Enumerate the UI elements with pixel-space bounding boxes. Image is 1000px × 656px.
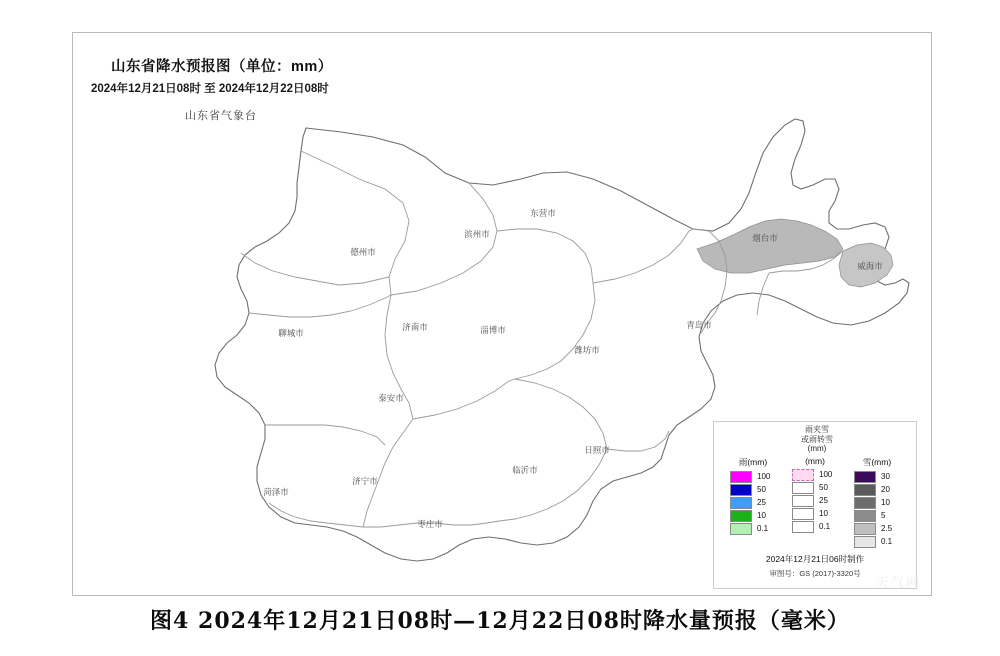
legend-swatch (854, 536, 876, 548)
legend-swatch (792, 508, 814, 520)
legend-swatch (730, 484, 752, 496)
legend-column (722, 456, 784, 548)
legend-column (784, 456, 846, 548)
legend-row (846, 483, 908, 496)
legend-value: 25 (757, 498, 766, 507)
legend-approval-number: 审图号：GS (2017)-3320号 (769, 569, 861, 578)
legend-swatch (792, 482, 814, 494)
legend-sleet-header (784, 425, 850, 454)
legend-swatch (854, 523, 876, 535)
city-label: 济宁市 (352, 476, 378, 486)
legend-swatch (792, 469, 814, 481)
legend-value: 10 (757, 511, 766, 520)
legend-swatch (854, 497, 876, 509)
legend-row (722, 509, 784, 522)
city-label: 枣庄市 (417, 519, 443, 529)
legend-row (846, 496, 908, 509)
city-label: 菏泽市 (263, 487, 289, 497)
legend-value: 50 (757, 485, 766, 494)
legend-row (784, 481, 846, 494)
map-subtitle: 2024年12月21日08时 至 2024年12月22日08时 (91, 83, 329, 95)
legend-panel (713, 421, 917, 589)
legend-column-title: 雨(mm) (738, 457, 768, 467)
city-label: 济南市 (402, 322, 428, 332)
legend-value: 100 (819, 470, 833, 479)
legend-row (846, 522, 908, 535)
legend-production-time: 2024年12月21日06时制作 (765, 554, 865, 564)
legend-row (784, 468, 846, 481)
map-issuer: 山东省气象台 (185, 110, 257, 122)
legend-header (720, 426, 910, 456)
legend-row (846, 470, 908, 483)
legend-row (722, 470, 784, 483)
legend-sleet-line1: 雨夹雪 (805, 425, 829, 434)
legend-swatch (730, 497, 752, 509)
city-label: 淄博市 (480, 325, 506, 335)
legend-value: 100 (757, 472, 771, 481)
legend-swatch (792, 495, 814, 507)
legend-columns (720, 456, 910, 548)
map-title: 山东省降水预报图（单位：mm） (111, 59, 333, 75)
city-label: 烟台市 (752, 233, 778, 243)
city-label: 临沂市 (512, 465, 538, 475)
city-label: 日照市 (584, 445, 610, 455)
legend-value: 10 (881, 498, 890, 507)
city-label: 威海市 (857, 261, 883, 271)
legend-value: 0.1 (819, 522, 831, 531)
legend-swatch (730, 471, 752, 483)
legend-swatch (854, 484, 876, 496)
map-frame (72, 32, 932, 596)
legend-value: 2.5 (881, 524, 893, 533)
legend-column-title: (mm) (805, 456, 825, 466)
legend-swatch (730, 523, 752, 535)
legend-row (846, 509, 908, 522)
legend-row (846, 535, 908, 548)
city-label: 潍坊市 (574, 345, 600, 355)
city-label: 泰安市 (378, 393, 404, 403)
city-label: 德州市 (350, 247, 376, 257)
legend-value: 50 (819, 483, 828, 492)
legend-row (722, 522, 784, 535)
legend-swatch (854, 471, 876, 483)
city-label: 滨州市 (464, 229, 490, 239)
legend-column (846, 456, 908, 548)
legend-row (784, 520, 846, 533)
legend-row (722, 483, 784, 496)
legend-value: 30 (881, 472, 890, 481)
legend-value: 0.1 (757, 524, 769, 533)
figure-caption: 图4 2024年12月21日08时—12月22日08时降水量预报（毫米） (150, 608, 850, 634)
legend-value: 0.1 (881, 537, 893, 546)
legend-sleet-line2: 或雨转雪 (801, 434, 833, 444)
legend-swatch (854, 510, 876, 522)
legend-value: 5 (881, 511, 886, 520)
legend-value: 25 (819, 496, 828, 505)
legend-sleet-line3: (mm) (807, 444, 827, 453)
legend-value: 20 (881, 485, 890, 494)
legend-row (784, 507, 846, 520)
legend-row (722, 496, 784, 509)
legend-value: 10 (819, 509, 828, 518)
city-label: 聊城市 (278, 328, 304, 338)
city-label: 青岛市 (686, 320, 712, 330)
watermark: 天气网 (875, 575, 921, 590)
legend-column-title: 雪(mm) (862, 457, 892, 467)
legend-swatch (730, 510, 752, 522)
city-label: 东营市 (530, 208, 556, 218)
legend-swatch (792, 521, 814, 533)
legend-row (784, 494, 846, 507)
